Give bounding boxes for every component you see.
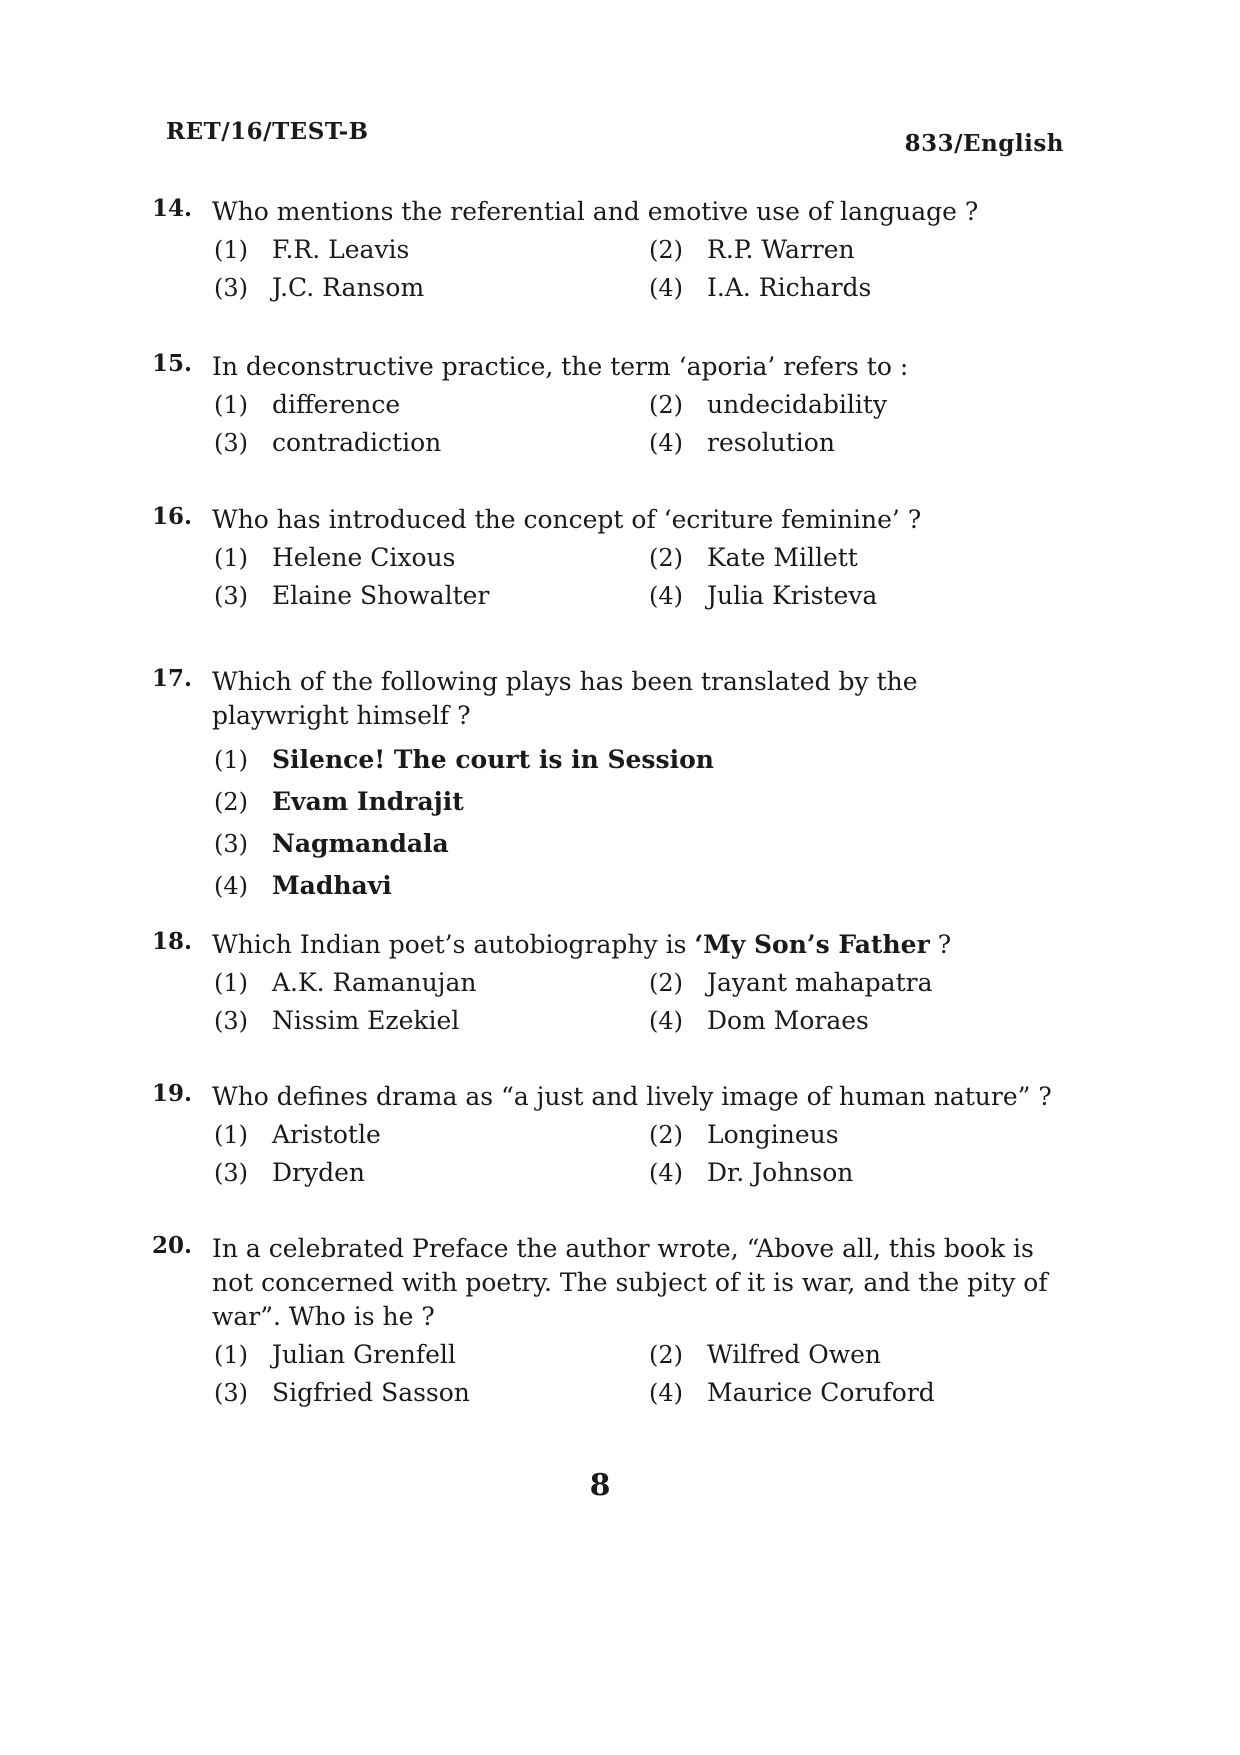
option-number: (3) [214, 582, 248, 610]
option-text: Nissim Ezekiel [272, 1006, 460, 1035]
option-number: (1) [214, 236, 248, 264]
option-text: F.R. Leavis [272, 235, 410, 264]
question-text: Who has introduced the concept of ‘ecriture feminine’ ? [212, 505, 922, 534]
question-number: 16. [152, 503, 193, 530]
option-text: Silence! The court is in Session [272, 745, 714, 774]
option-number: (3) [214, 1007, 248, 1035]
option-number: (1) [214, 544, 248, 572]
question-text-end: ? [929, 930, 952, 959]
option-1 [214, 1338, 649, 1372]
option-1 [214, 1118, 649, 1152]
option-2 [649, 966, 1059, 1000]
option-1 [214, 233, 649, 267]
option-number: (1) [214, 1341, 248, 1369]
option-text: Helene Cixous [272, 543, 456, 572]
option-1 [214, 388, 649, 422]
option-number: (3) [214, 830, 248, 858]
option-number: (2) [649, 544, 683, 572]
option-number: (4) [649, 1379, 683, 1407]
options-list [214, 1118, 1062, 1190]
question-number: 15. [152, 350, 193, 377]
option-4 [649, 1004, 1059, 1038]
question-19 [152, 1080, 1062, 1190]
option-text: Sigfried Sasson [272, 1378, 470, 1407]
option-number: (2) [649, 1341, 683, 1369]
option-text: Julia Kristeva [707, 581, 878, 610]
option-number: (1) [214, 746, 248, 774]
subject-code: 833/English [904, 130, 1064, 157]
option-text: Kate Millett [707, 543, 858, 572]
option-number: (2) [649, 969, 683, 997]
question-15 [152, 350, 1062, 460]
options-list [214, 233, 1062, 305]
question-number: 20. [152, 1232, 193, 1259]
question-text: Which of the following plays has been translated by the playwright himself ? [212, 667, 918, 730]
option-number: (1) [214, 1121, 248, 1149]
question-number: 17. [152, 665, 193, 692]
option-text: A.K. Ramanujan [272, 968, 477, 997]
option-4 [649, 1156, 1059, 1190]
option-text: Longineus [707, 1120, 839, 1149]
option-number: (2) [214, 788, 248, 816]
option-text: resolution [707, 428, 835, 457]
option-2 [649, 1338, 1059, 1372]
option-number: (1) [214, 391, 248, 419]
option-3 [214, 1004, 649, 1038]
options-list [214, 1338, 1062, 1410]
question-text: In a celebrated Preface the author wrote, “Above all, this book is not concerned with poetry. The subject of it is war, and the pity of war”. Who is he ? [212, 1234, 1048, 1331]
question-number: 19. [152, 1080, 193, 1107]
options-list [214, 388, 1062, 460]
option-3 [214, 1376, 649, 1410]
option-text: Elaine Showalter [272, 581, 490, 610]
option-4 [649, 1376, 1059, 1410]
question-20 [152, 1232, 1062, 1410]
option-number: (3) [214, 429, 248, 457]
option-3 [214, 1156, 649, 1190]
option-number: (2) [649, 391, 683, 419]
options-list [214, 966, 1062, 1038]
question-text-start: Which Indian poet’s autobiography is [212, 930, 695, 959]
option-text: Madhavi [272, 871, 392, 900]
option-number: (3) [214, 1379, 248, 1407]
question-text: Who mentions the referential and emotive use of language ? [212, 197, 979, 226]
paper-code: RET/16/TEST-B [166, 118, 369, 145]
option-text: undecidability [707, 390, 888, 419]
option-3 [214, 426, 649, 460]
question-16 [152, 503, 1062, 613]
option-text: difference [272, 390, 401, 419]
option-4 [649, 271, 1059, 305]
option-text: Dr. Johnson [707, 1158, 854, 1187]
option-text: Aristotle [272, 1120, 381, 1149]
option-number: (1) [214, 969, 248, 997]
option-4 [649, 426, 1059, 460]
options-list [214, 743, 1062, 903]
option-2 [649, 1118, 1059, 1152]
option-text: Evam Indrajit [272, 787, 464, 816]
question-14 [152, 195, 1062, 305]
options-list [214, 541, 1062, 613]
question-text [212, 928, 1057, 962]
option-text: J.C. Ransom [272, 273, 425, 302]
question-18 [152, 928, 1062, 1038]
option-2 [649, 233, 1059, 267]
option-text: contradiction [272, 428, 442, 457]
question-17 [152, 665, 1062, 903]
option-2 [214, 785, 1014, 819]
option-4 [214, 869, 1014, 903]
option-text: Dryden [272, 1158, 366, 1187]
option-3 [214, 579, 649, 613]
option-number: (4) [649, 1007, 683, 1035]
question-text: In deconstructive practice, the term ‘aporia’ refers to : [212, 352, 909, 381]
option-text: Wilfred Owen [707, 1340, 881, 1369]
page-number: 8 [589, 1468, 611, 1503]
option-number: (3) [214, 274, 248, 302]
option-3 [214, 271, 649, 305]
option-text: Jayant mahapatra [707, 968, 933, 997]
question-number: 14. [152, 195, 193, 222]
option-number: (4) [649, 274, 683, 302]
question-number: 18. [152, 928, 193, 955]
option-1 [214, 966, 649, 1000]
option-number: (4) [649, 582, 683, 610]
option-number: (3) [214, 1159, 248, 1187]
book-title: ‘My Son’s Father [694, 930, 930, 959]
option-number: (4) [214, 872, 248, 900]
option-2 [649, 541, 1059, 575]
option-text: I.A. Richards [707, 273, 872, 302]
option-text: R.P. Warren [707, 235, 855, 264]
question-text: Who defines drama as “a just and lively image of human nature” ? [212, 1082, 1052, 1111]
option-number: (2) [649, 1121, 683, 1149]
option-3 [214, 827, 1014, 861]
option-number: (2) [649, 236, 683, 264]
option-text: Dom Moraes [707, 1006, 869, 1035]
option-number: (4) [649, 1159, 683, 1187]
option-1 [214, 541, 649, 575]
option-2 [649, 388, 1059, 422]
option-1 [214, 743, 1014, 777]
option-text: Nagmandala [272, 829, 449, 858]
option-4 [649, 579, 1059, 613]
option-number: (4) [649, 429, 683, 457]
option-text: Maurice Coruford [707, 1378, 935, 1407]
option-text: Julian Grenfell [272, 1340, 456, 1369]
